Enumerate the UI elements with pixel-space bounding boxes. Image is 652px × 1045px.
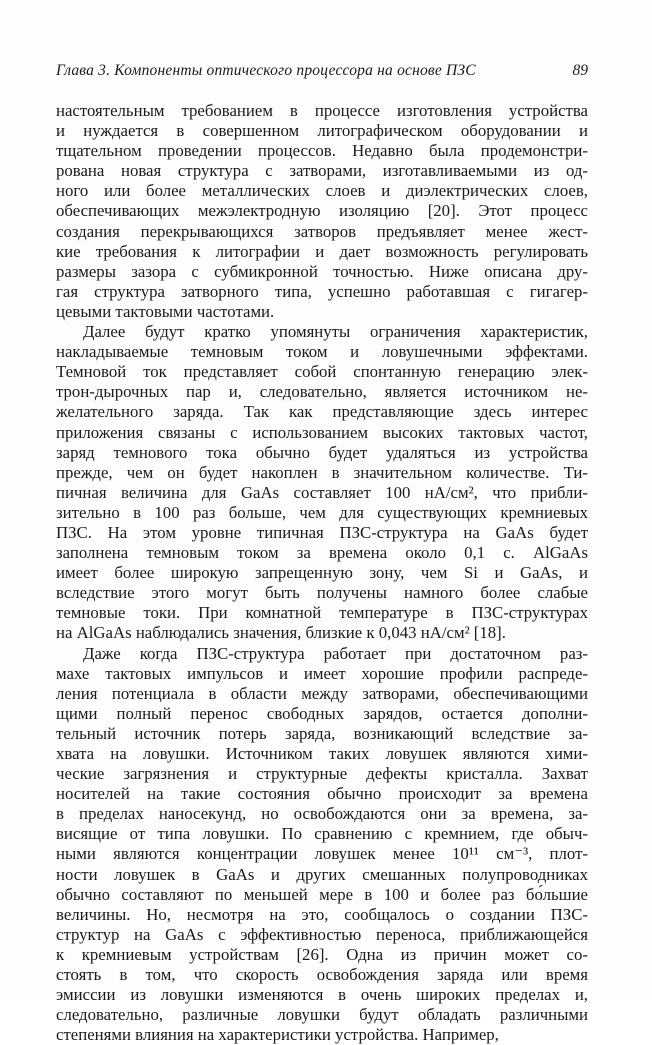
text-line: к кремниевым устройствам [26]. Одна из причин может со- (56, 944, 588, 964)
paragraph (56, 644, 588, 1045)
text-line: степенями влияния на характеристики устройства. Например, (56, 1025, 499, 1045)
text-line: размеры зазора с субмикронной точностью. Ниже описана дру- (56, 261, 588, 281)
text-line: трон-дырочных пар и, следовательно, является источником не- (56, 382, 588, 402)
text-line: висящие от типа ловушки. По сравнению с кремнием, где обыч- (56, 824, 588, 844)
running-head: Глава 3. Компоненты оптического процессора на основе ПЗС (56, 62, 476, 79)
page-header (56, 62, 588, 86)
text-line: рована новая структура с затворами, изготавливаемыми из од- (56, 161, 588, 181)
text-line: приложения связаны с использованием высоких тактовых частот, (56, 422, 588, 442)
text-line: обычно составляют по меньшей мере в 100 и более раз бо́льшие (56, 884, 588, 904)
text-line: хвата на ловушки. Источником таких ловушек являются хими- (56, 744, 588, 763)
text-line: стоять в том, что скорость освобождения заряда или время (56, 965, 588, 985)
text-line: цевыми тактовыми частотами. (56, 301, 275, 321)
text-line: имеет более широкую запрещенную зону, чем Si и GaAs, и (56, 563, 588, 583)
text-line: пичная величина для GaAs составляет 100 нА/см², что прибли- (56, 482, 588, 502)
text-line: настоятельным требованием в процессе изготовления устройства (56, 101, 588, 120)
text-line: создания перекрывающихся затворов предъявляет менее жест- (56, 221, 588, 241)
text-line: носителей на такие состояния обычно происходит за времена (56, 784, 588, 804)
text-line: и нуждается в совершенном литографическом оборудовании и (56, 121, 588, 141)
text-line: ными являются концентрации ловушек менее 10¹¹ см⁻³, плот- (56, 844, 588, 864)
page-number: 89 (572, 62, 588, 79)
text-line: эмиссии из ловушки изменяются в очень широких пределах и, (56, 985, 588, 1005)
body-text (56, 101, 588, 1045)
text-line: в пределах наносекунд, но освобождаются они за времена, за- (56, 804, 588, 824)
text-line: структур на GaAs с эффективностью переноса, приближающейся (56, 924, 588, 944)
text-line: Темновой ток представляет собой спонтанную генерацию элек- (56, 362, 588, 382)
text-line: зительно в 100 раз больше, чем для существующих кремниевых (56, 502, 588, 522)
text-line: ПЗС. На этом уровне типичная ПЗС-структура на GaAs будет (56, 522, 588, 542)
text-line: следовательно, различные ловушки будут обладать различными (56, 1005, 588, 1025)
text-line: махе тактовых импульсов и имеет хорошие профили распреде- (56, 663, 588, 683)
text-line: ного или более металлических слоев и диэлектрических слоев, (56, 181, 588, 201)
text-line: ческие загрязнения и структурные дефекты кристалла. Захват (56, 764, 588, 784)
text-line: щими полный перенос свободных зарядов, остается дополни- (56, 703, 588, 723)
text-line: величины. Но, несмотря на это, сообщалось о создании ПЗС- (56, 904, 588, 924)
text-line: желательного заряда. Так как представляющие здесь интерес (56, 402, 588, 422)
text-line: на AlGaAs наблюдались значения, близкие к 0,043 нА/см² [18]. (56, 623, 506, 643)
text-line: тщательном проведении процессов. Недавно была продемонстри- (56, 141, 588, 161)
paragraph (56, 101, 588, 322)
text-line: темновые токи. При комнатной температуре в ПЗС-структурах (56, 603, 588, 623)
text-line: Далее будут кратко упомянуты ограничения характеристик, (83, 322, 588, 342)
text-line: накладываемые темновым током и ловушечными эффектами. (56, 342, 588, 362)
text-line: ности ловушек в GaAs и других смешанных полупроводниках (56, 864, 588, 884)
text-line: вследствие этого могут быть получены намного более слабые (56, 583, 588, 603)
text-line: заполнена темновым током за времена около 0,1 с. AlGaAs (56, 543, 588, 563)
text-line: ления потенциала в области между затворами, обеспечивающими (56, 683, 588, 703)
text-line: гая структура затворного типа, успешно работавшая с гигагер- (56, 281, 588, 301)
text-line: обеспечивающих межэлектродную изоляцию [20]. Этот процесс (56, 201, 588, 221)
text-line: Даже когда ПЗС-структура работает при достаточном раз- (83, 643, 588, 663)
text-line: заряд темнового тока обычно будет удаляться из устройства (56, 442, 588, 462)
text-line: тельный источник потерь заряда, возникающий вследствие за- (56, 723, 588, 743)
text-line: прежде, чем он будет накоплен в значительном количестве. Ти- (56, 462, 588, 482)
paragraph (56, 322, 588, 644)
text-line: кие требования к литографии и дает возможность регулировать (56, 241, 588, 261)
